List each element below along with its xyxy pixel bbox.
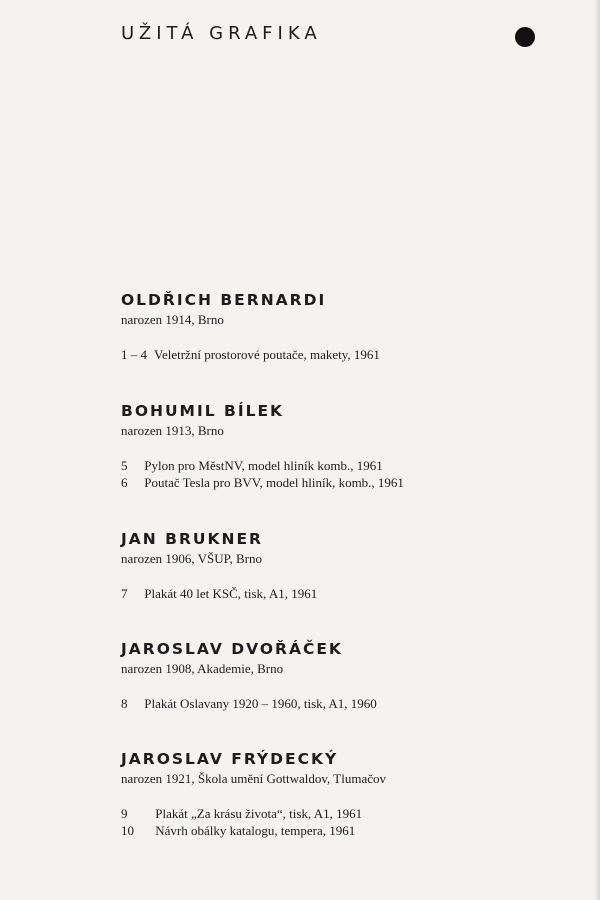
work-number: 1 – 4 xyxy=(121,347,147,362)
artist-name: JAROSLAV DVOŘÁČEK xyxy=(121,640,343,658)
artist-info: narozen 1906, VŠUP, Brno xyxy=(121,551,262,566)
work-number: 8 xyxy=(121,696,128,711)
artist-entry xyxy=(121,290,380,363)
work-description: Plakát 40 let KSČ, tisk, A1, 1961 xyxy=(144,586,318,601)
work-number: 5 xyxy=(121,458,128,473)
work-description: Poutač Tesla pro BVV, model hliník, komb., 1961 xyxy=(144,475,404,490)
artist-info: narozen 1914, Brno xyxy=(121,312,224,327)
artist-info: narozen 1908, Akademie, Brno xyxy=(121,661,284,676)
work-description: Plakát Oslavany 1920 – 1960, tisk, A1, 1960 xyxy=(144,696,377,711)
artist-name: JAROSLAV FRÝDECKÝ xyxy=(121,750,339,768)
artist-name: JAN BRUKNER xyxy=(121,530,263,548)
work-description: Pylon pro MěstNV, model hliník komb., 1961 xyxy=(144,458,383,473)
work-item xyxy=(121,457,404,474)
work-item xyxy=(121,346,380,363)
artist-name: OLDŘICH BERNARDI xyxy=(121,291,327,309)
artist-entry xyxy=(121,749,386,839)
work-item xyxy=(121,805,386,822)
works-list xyxy=(121,805,386,839)
work-number: 10 xyxy=(121,823,134,838)
work-item xyxy=(121,695,377,712)
artist-entry xyxy=(121,401,404,491)
artist-info: narozen 1913, Brno xyxy=(121,423,224,438)
works-list xyxy=(121,695,377,712)
work-number: 9 xyxy=(121,806,128,821)
work-description: Návrh obálky katalogu, tempera, 1961 xyxy=(155,823,356,838)
works-list xyxy=(121,457,404,491)
page-edge-shadow xyxy=(594,0,600,900)
artist-entry xyxy=(121,639,377,712)
black-dot-marker xyxy=(515,27,535,47)
work-description: Veletržní prostorové poutače, makety, 1961 xyxy=(154,347,380,362)
work-description: Plakát „Za krásu života“, tisk, A1, 1961 xyxy=(155,806,363,821)
work-number: 7 xyxy=(121,586,128,601)
works-list xyxy=(121,585,317,602)
work-item xyxy=(121,585,317,602)
artist-name: BOHUMIL BÍLEK xyxy=(121,402,285,420)
work-item xyxy=(121,822,386,839)
work-item xyxy=(121,474,404,491)
artist-entry xyxy=(121,529,317,602)
artist-info: narozen 1921, Škola umění Gottwaldov, Tlumačov xyxy=(121,771,387,786)
works-list xyxy=(121,346,380,363)
section-title: UŽITÁ GRAFIKA xyxy=(121,23,322,44)
work-number: 6 xyxy=(121,475,128,490)
